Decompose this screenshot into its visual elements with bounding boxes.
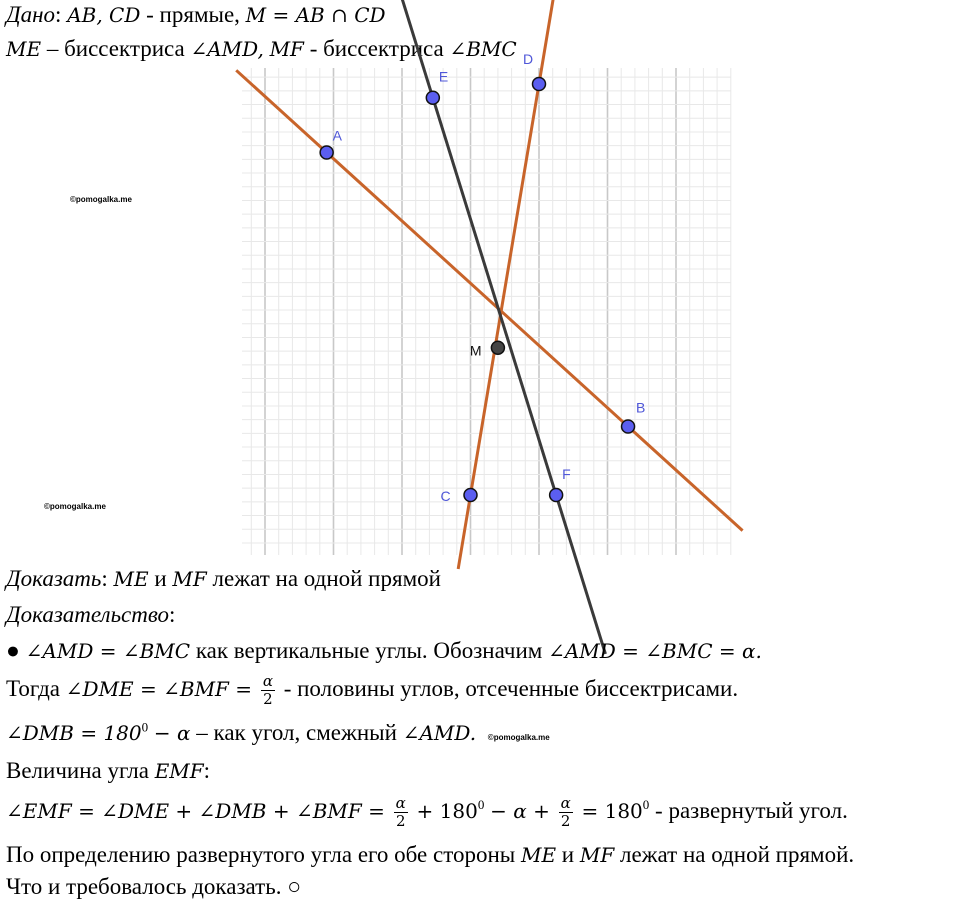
eq-angle-amd: ∠AMD.: [402, 721, 477, 745]
point-marker: [550, 489, 563, 502]
given-mf: MF: [269, 37, 304, 61]
given-label: Дано: [6, 2, 56, 27]
given-bis2-text: - биссектриса: [309, 36, 444, 61]
text-one-line: лежат на одной прямой.: [619, 842, 855, 867]
point-marker: [491, 341, 504, 354]
proof-colon: :: [169, 602, 176, 627]
proof-heading: [6, 602, 175, 628]
text-angle-value: Величина угла: [6, 758, 149, 783]
bullet: ●: [6, 638, 20, 663]
eq-alpha: ∠AMD = ∠BMC = α.: [548, 639, 762, 663]
point-label: D: [523, 51, 534, 67]
prove-line: [6, 566, 441, 592]
eq-vertical: ∠AMD = ∠BMC: [25, 639, 191, 663]
proof-line-3: [6, 720, 550, 746]
proof-line-4: [6, 758, 210, 784]
text-straight-angle: - развернутый угол.: [655, 797, 848, 823]
point-marker: [533, 78, 546, 91]
eq-dmb: ∠DMB = 180: [6, 721, 142, 745]
point-marker: [320, 146, 333, 159]
given-m-def: M = AB ∩ CD: [245, 3, 386, 27]
eq-minus-alpha-plus: − α +: [490, 798, 550, 823]
eq-halves: ∠DME = ∠BMF =: [65, 676, 253, 701]
degree-sup: 0: [141, 719, 149, 735]
proof-label: Доказательство: [6, 602, 170, 627]
proof-line-2: [6, 674, 738, 707]
text-halves: - половины углов, отсеченные биссектрисами.: [283, 675, 739, 701]
point-marker: [426, 91, 439, 104]
eq-emf: EMF: [154, 759, 204, 783]
prove-text: лежат на одной прямой: [212, 566, 441, 591]
text-adjacent: – как угол, смежный: [196, 720, 397, 745]
given-lines-word: - прямые,: [146, 2, 240, 27]
proof-and: и: [561, 842, 575, 867]
colon: :: [203, 758, 211, 783]
text-qed: Что и требовалось доказать. ○: [6, 874, 302, 899]
prove-label: Доказать: [6, 566, 102, 591]
point-label: M: [469, 342, 482, 359]
watermark: ©pomogalka.me: [44, 502, 106, 511]
point-marker: [464, 489, 477, 502]
point-b: [622, 400, 646, 434]
fraction-alpha-2: $\frac{\alpha}{2}$: [262, 672, 273, 708]
point-label: B: [636, 399, 646, 416]
eq-plus-180: + 180: [416, 798, 478, 823]
given-angle-amd: ∠AMD,: [190, 37, 264, 61]
text-then: Тогда: [6, 675, 61, 701]
fraction-alpha-2: $\frac{\alpha}{2}$: [560, 794, 571, 830]
point-label: A: [332, 127, 342, 144]
point-label: C: [440, 488, 451, 504]
eq-emf-sum: ∠EMF = ∠DME + ∠DMB + ∠BMF =: [6, 798, 385, 823]
proof-line-5: [6, 796, 848, 829]
proof-line-7: [6, 874, 301, 900]
prove-colon: :: [101, 566, 108, 591]
point-marker: [622, 420, 635, 433]
proof-me: ME: [520, 843, 557, 867]
point-label: F: [562, 466, 571, 482]
degree-sup: 0: [477, 797, 485, 813]
prove-and: и: [154, 566, 167, 591]
proof-line-6: [6, 842, 854, 868]
fraction-alpha-2: $\frac{\alpha}{2}$: [395, 794, 406, 830]
text-vertical: как вертикальные углы. Обозначим: [195, 638, 543, 663]
text-definition: По определению развернутого угла его обе стороны: [6, 842, 516, 867]
line-ab: [236, 70, 742, 530]
given-me: ME: [6, 37, 42, 61]
prove-me: ME: [113, 567, 149, 591]
given-bis1-text: – биссектриса: [46, 36, 185, 61]
figure-points: [320, 51, 645, 504]
figure-lines: [236, 0, 742, 654]
degree-sup: 0: [642, 797, 650, 813]
line-ef: [381, 0, 605, 654]
watermark: ©pomogalka.me: [70, 195, 132, 204]
point-label: E: [438, 68, 449, 85]
proof-line-1: [6, 638, 762, 664]
watermark: ©pomogalka.me: [487, 733, 550, 742]
eq-minus-alpha: − α: [153, 721, 191, 745]
prove-mf: MF: [172, 567, 207, 591]
proof-mf: MF: [579, 843, 615, 867]
given-colon: :: [55, 2, 62, 27]
point-m: [470, 341, 505, 359]
eq-180: = 180: [581, 798, 643, 823]
given-angle-bmc: ∠BMC: [449, 37, 517, 61]
given-lines-ab-cd: AB, CD: [67, 3, 141, 27]
